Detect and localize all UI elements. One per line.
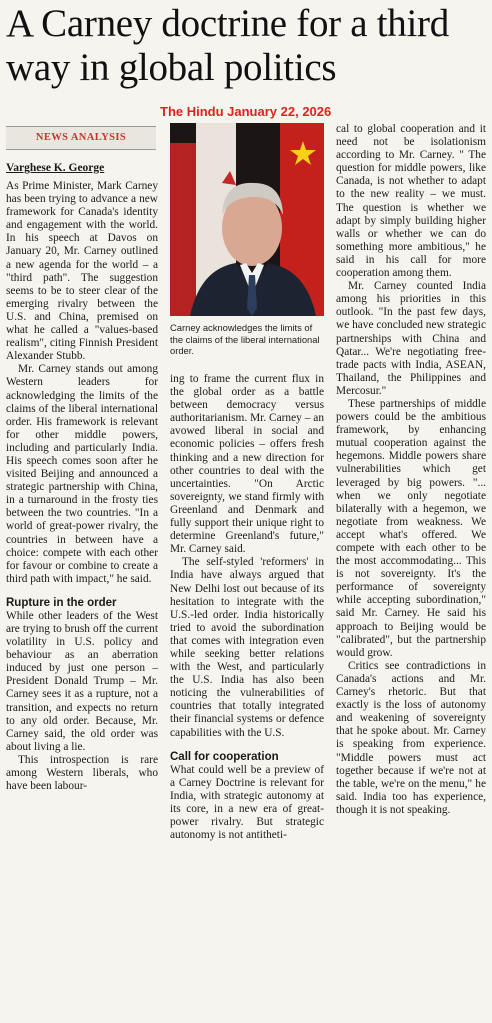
photo-caption: Carney acknowledges the limits of the claims of the liberal international order. [170,322,320,356]
paragraph: Mr. Carney counted India among his priorities in this outlook. "In the past few days, we have concluded new strategic partnerships with China and Qatar... We're negotiating free-trade pacts with India, ASEAN, Thailand, the Philippines and Mercosur." [336,280,486,397]
paragraph: What could well be a preview of a Carney Doctrine is relevant for India, with strategic autonomy at its core, in a new era of great-power rivalry. But strategic autonomy is not antitheti- [170,763,324,842]
paragraph: This introspection is rare among Western liberals, who have been labour- [6,753,158,793]
article-column-3 [336,123,486,817]
article-column-1 [6,180,158,793]
subheading: Rupture in the order [6,596,117,609]
article-column-2 [170,373,324,842]
paragraph: The self-styled 'reformers' in India have always argued that New Delhi lost out because of its hesitation to integrate with the U.S.-led order. India historically tried to avoid the subordination that comes with integration even while seeking better relations with the West, and particularly the U.S. India has also been noticing the vulnerabilities of countries that totally integrated their financial systems or defence capabilities with the U.S. [170,556,324,739]
paragraph: As Prime Minister, Mark Carney has been trying to advance a new framework for Canada's identity and engagement with the world. In his speech at Davos on January 20, Mr. Carney outlined a new agenda for the world – a "third path". The suggestion seems to be to steer clear of the emerging rivalry between the U.S. and China, premised on what he called a "values-based realism", citing Finnish President Alexander Stubb. [6,180,158,363]
subheading: Call for cooperation [170,750,279,763]
paragraph: Mr. Carney stands out among Western leaders for acknowledging the limits of the claims of the liberal international order. His framework is relevant for other middle powers, including and particularly India. His speech comes soon after he visited Beijing and announced a strategic partnership with China, in a turnaround in the frosty ties between the two countries. "In a world of great-power rivalry, the countries in between have a choice: compete with each other for favour or combine to create a third path with impact," he said. [6,363,158,585]
section-label-box [6,126,156,150]
portrait-image [170,123,324,316]
paragraph: These partnerships of middle powers could be the ambitious framework, by enhancing mutual cooperation against the hegemons. Middle powers share vulnerabilities which get leveraged by big powers. "... when we only negotiate bilaterally with a hegemon, we negotiate from weakness. We accept what's offered. We compete with each other to be the most accommodating... This is not sovereignty. It's the performance of sovereignty while accepting subordination," said Mr. Carney. He said his approach to Beijing would be "calibrated", but the partnership would grow. [336,397,486,659]
paragraph: Critics see contradictions in Canada's actions and Mr. Carney's rhetoric. But that exactly is the loss of autonomy and weakening of sovereignty that he spoke about. Mr. Carney is speaking from experience. "Middle powers must act together because if we're not at the table, we're on the menu," he said. India too has experience, though it is not speaking. [336,659,486,816]
byline: Varghese K. George [6,162,105,174]
section-label: NEWS ANALYSIS [35,132,127,143]
paragraph: While other leaders of the West are trying to brush off the current volatility in U.S. policy and behaviour as an aberration induced by just one person – President Donald Trump – Mr. Carney sees it as a rupture, not a transition, and expects no return to any old order. Because, Mr. Carney said, the old order was about living a lie. [6,609,158,753]
carney-photo [170,123,324,316]
paragraph: cal to global cooperation and it need not be isolationism according to Mr. Carney. " The question for middle powers, like Canada, is not whether to adapt to the new reality – we must. The question is whether we adapt by simply building higher walls or whether we can do something more ambitious," he said in his call for more cooperation among them. [336,123,486,280]
source-tag: The Hindu January 22, 2026 [160,104,332,119]
paragraph: ing to frame the current flux in the global order as a battle between democracy versus authoritarianism. Mr. Carney – an avowed liberal in social and economic policies – offers fresh thinking and a new direction for other countries to deal with the uncertainties. "On Arctic sovereignty, we stand firmly with Greenland and Denmark and fully support their unique right to determine Greenland's future," Mr. Carney said. [170,373,324,556]
headline: A Carney doctrine for a third way in global politics [6,2,449,89]
